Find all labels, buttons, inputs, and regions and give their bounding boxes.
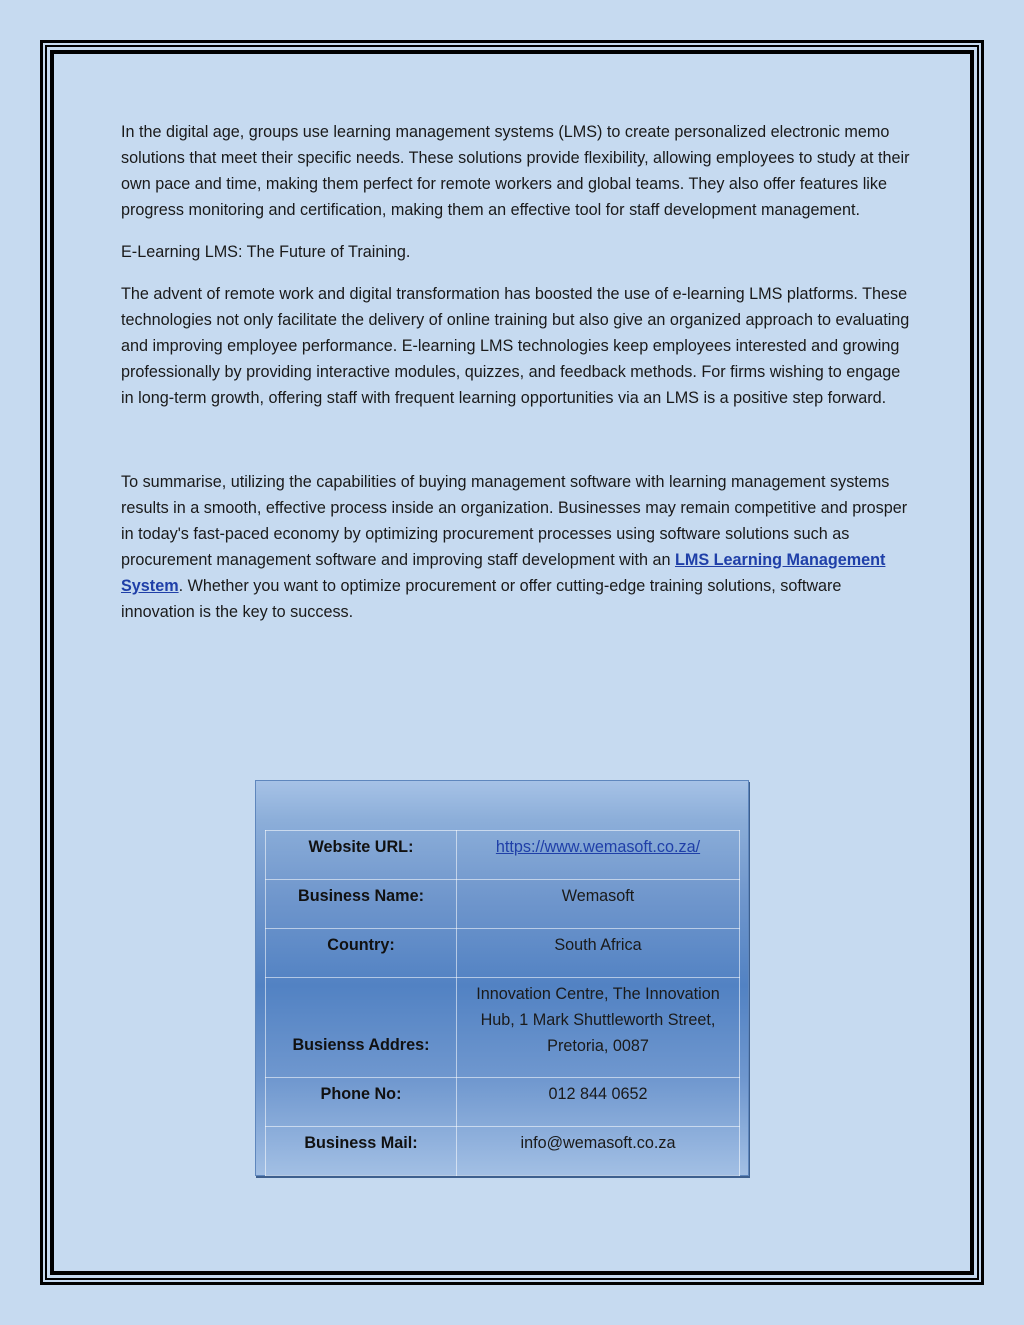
business-name-label: Business Name: <box>266 880 457 929</box>
mail-value: info@wemasoft.co.za <box>457 1127 740 1176</box>
business-name-value: Wemasoft <box>457 880 740 929</box>
website-link[interactable]: https://www.wemasoft.co.za/ <box>495 838 701 856</box>
website-cell <box>457 831 740 880</box>
lms-link[interactable]: LMS Learning Management System <box>121 551 886 595</box>
summary-paragraph <box>121 469 911 625</box>
table-row <box>266 1078 740 1127</box>
summary-text-end: . Whether you want to optimize procurement or offer cutting-edge training solutions, software innovation is the key to success. <box>121 577 842 621</box>
website-label: Website URL: <box>266 831 457 880</box>
table-row <box>266 929 740 978</box>
elearning-paragraph: The advent of remote work and digital transformation has boosted the use of e-learning LMS platforms. These technologies not only facilitate the delivery of online training but also give an organized approach to evaluating and improving employee performance. E-learning LMS technologies keep employees interested and growing professionally by providing interactive modules, quizzes, and feedback methods. For firms wishing to engage in long-term growth, offering staff with frequent learning opportunities via an LMS is a positive step forward. <box>121 285 910 407</box>
country-value: South Africa <box>457 929 740 978</box>
phone-value: 012 844 0652 <box>457 1078 740 1127</box>
table-row <box>266 880 740 929</box>
phone-label: Phone No: <box>266 1078 457 1127</box>
address-label: Busienss Addres: <box>266 978 457 1078</box>
section-heading: E-Learning LMS: The Future of Training. <box>121 243 411 261</box>
document-body <box>121 119 911 641</box>
table-row <box>266 1127 740 1176</box>
country-label: Country: <box>266 929 457 978</box>
table-row <box>266 978 740 1078</box>
mail-label: Business Mail: <box>266 1127 457 1176</box>
intro-paragraph: In the digital age, groups use learning management systems (LMS) to create personalized electronic memo solutions that meet their specific needs. These solutions provide flexibility, allowing employees to study at their own pace and time, making them perfect for remote workers and global teams. They also offer features like progress monitoring and certification, making them an effective tool for staff development management. <box>121 123 910 219</box>
business-info-table <box>265 830 740 1176</box>
summary-text-start: To summarise, utilizing the capabilities of buying management software with learning management systems results in a smooth, effective process inside an organization. Businesses may remain competitive and prosper in today's fast-paced economy by optimizing procurement processes using software solutions such as procurement management software and improving staff development with an <box>121 473 908 569</box>
table-row <box>266 831 740 880</box>
business-info-box <box>255 780 749 1176</box>
address-value: Innovation Centre, The Innovation Hub, 1 Mark Shuttleworth Street, Pretoria, 0087 <box>457 978 740 1078</box>
